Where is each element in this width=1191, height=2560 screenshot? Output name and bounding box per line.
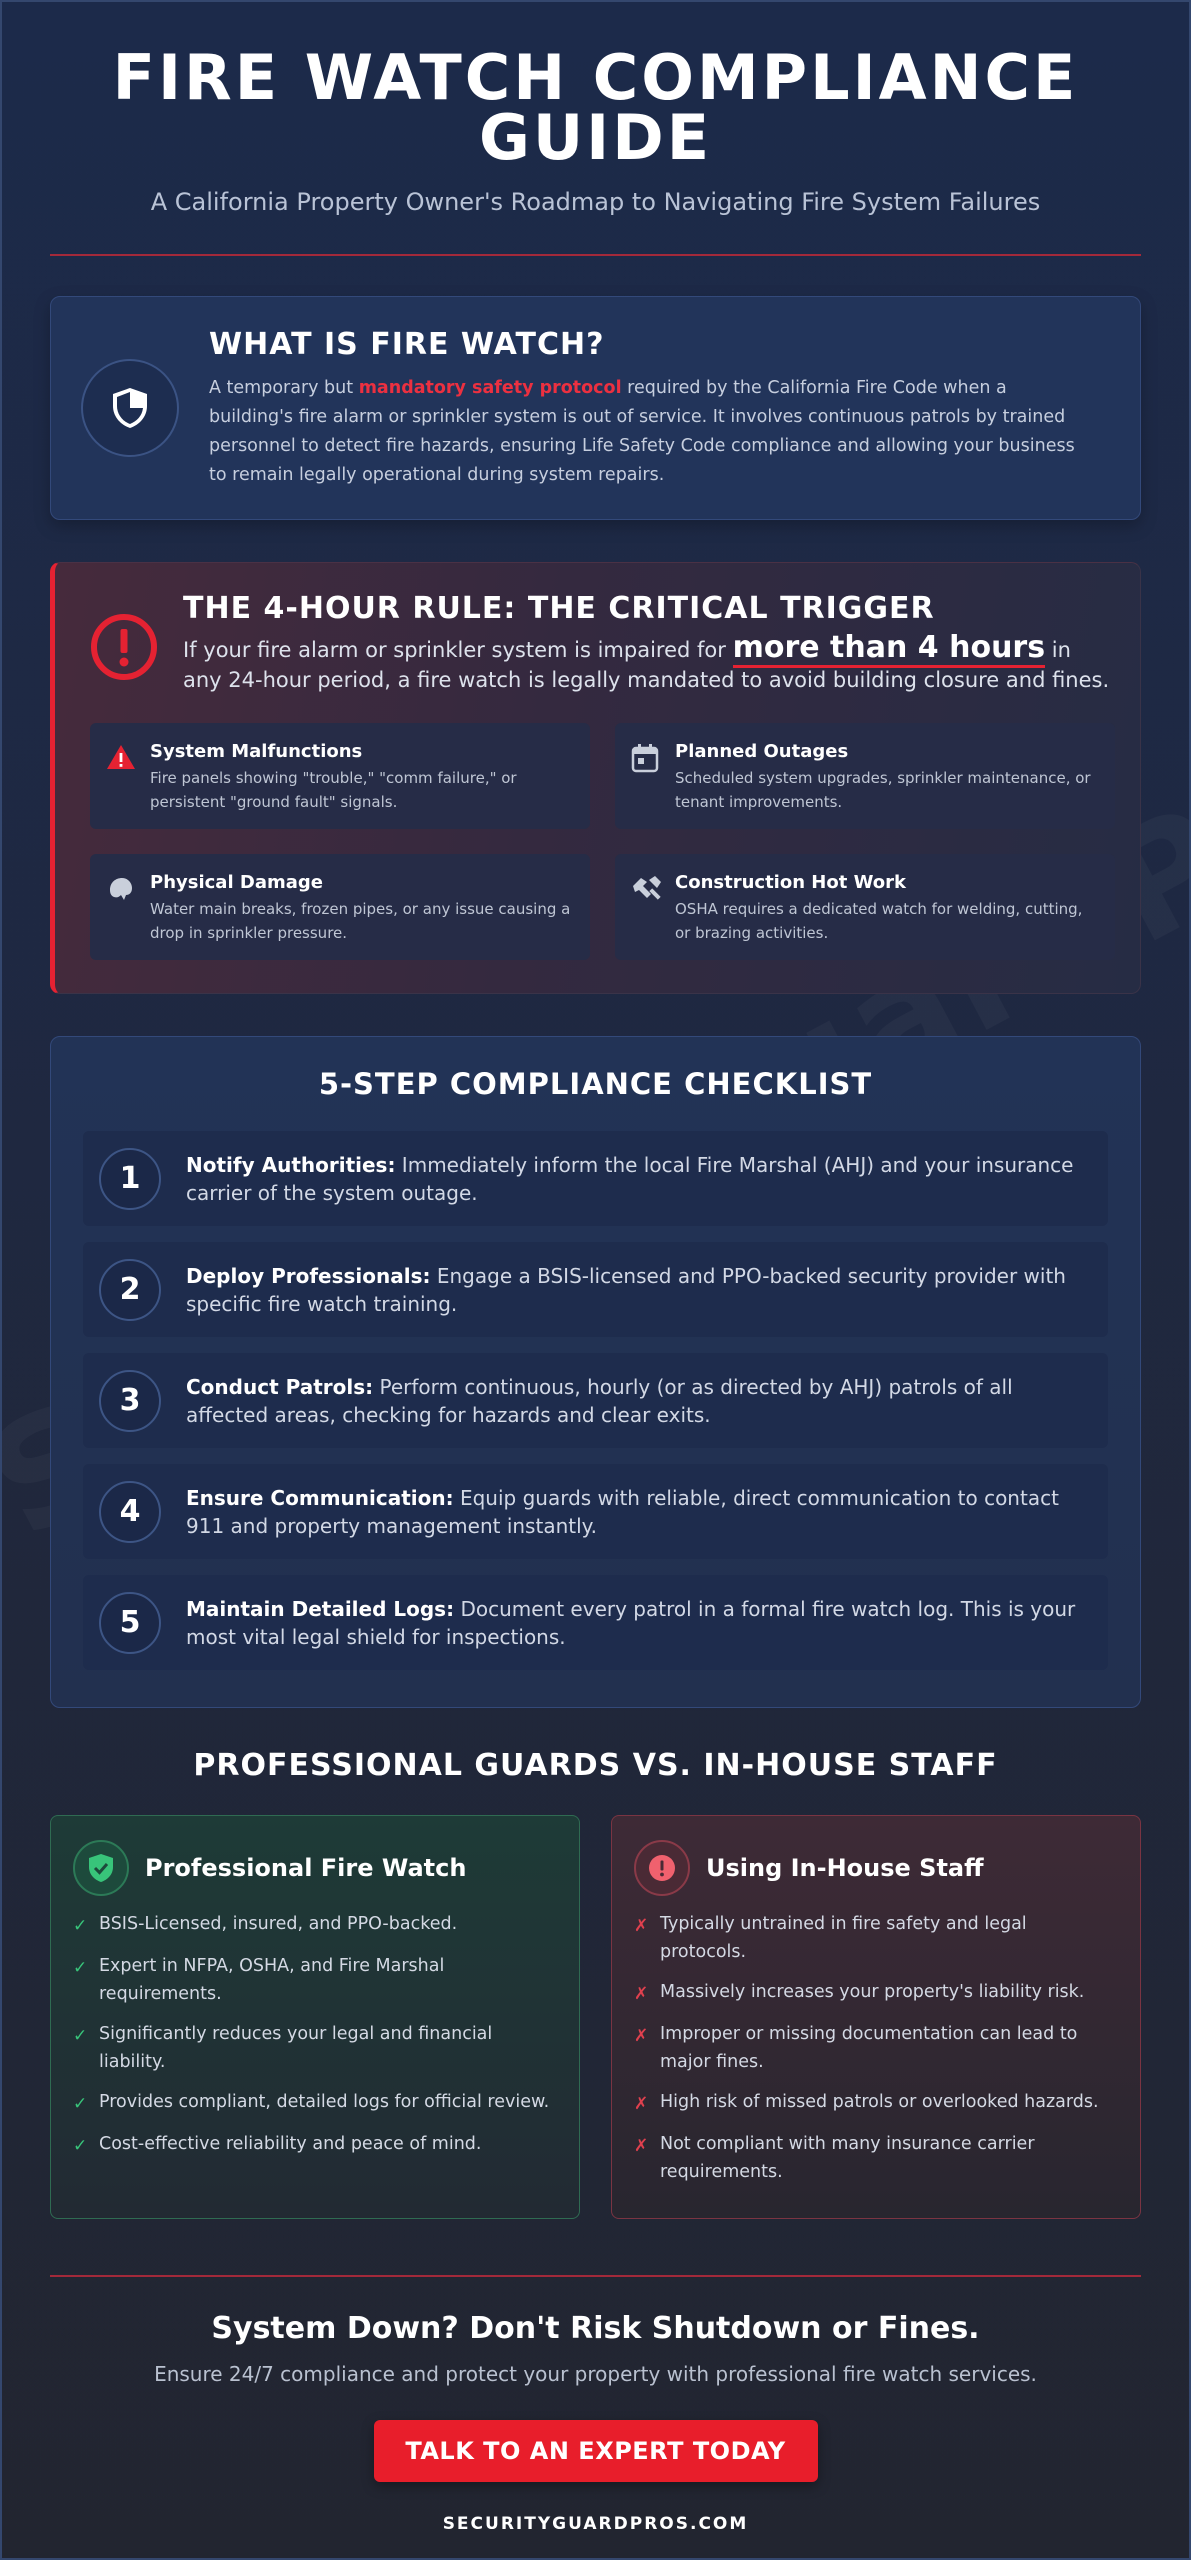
checklist-step: [83, 1464, 1108, 1559]
professional-column: [50, 1815, 580, 2219]
trigger-physical-damage: [90, 854, 590, 960]
list-item: ✗ Improper or missing documentation can lead to major fines.: [634, 2020, 1118, 2076]
cta-subtitle: Ensure 24/7 compliance and protect your property with professional fire watch services.: [154, 2362, 1037, 2386]
step-number: 2: [99, 1259, 161, 1321]
page-content: [50, 0, 1141, 2534]
check-icon: ✓: [73, 1916, 88, 1936]
professional-title: Professional Fire Watch: [145, 1854, 467, 1882]
cta-divider: [50, 2275, 1141, 2277]
step-text: Deploy Professionals: Engage a BSIS-licensed and PPO-backed security provider with specific fire watch training.: [186, 1263, 1066, 1316]
cross-icon: ✗: [634, 1984, 649, 2004]
rule-intro: If your fire alarm or sprinkler system is impaired for more than 4 hours in any 24-hour period, a fire watch is legally mandated to avoid building closure and fines.: [183, 630, 1110, 692]
alert-icon: [634, 1840, 690, 1896]
step-number: 3: [99, 1370, 161, 1432]
list-item: ✗ High risk of missed patrols or overlooked hazards.: [634, 2088, 1118, 2118]
checklist-card: [50, 1036, 1141, 1708]
step-text: Conduct Patrols: Perform continuous, hourly (or as directed by AHJ) patrols of all affected areas, checking for hazards and clear exits.: [186, 1374, 1013, 1427]
talk-to-expert-button[interactable]: TALK TO AN EXPERT TODAY: [374, 2420, 818, 2482]
trigger-grid: [90, 723, 1110, 960]
inhouse-list: [634, 1910, 1118, 2186]
inhouse-title: Using In-House Staff: [706, 1854, 984, 1882]
trigger-desc: Scheduled system upgrades, sprinkler maintenance, or tenant improvements.: [675, 769, 1091, 811]
trigger-title: Planned Outages: [675, 741, 849, 762]
four-hour-rule-card: [50, 562, 1141, 994]
shield-check-icon: [73, 1840, 129, 1896]
trigger-planned-outages: [615, 723, 1115, 829]
trigger-desc: Fire panels showing "trouble," "comm failure," or persistent "ground fault" signals.: [150, 769, 517, 811]
rule-heading: THE 4-HOUR RULE: THE CRITICAL TRIGGER: [183, 591, 935, 626]
mandatory-highlight: mandatory safety protocol: [358, 377, 622, 398]
shield-icon: [81, 359, 179, 457]
professional-list: [73, 1910, 557, 2160]
comparison-heading: PROFESSIONAL GUARDS VS. IN-HOUSE STAFF: [193, 1748, 998, 1783]
trigger-hot-work: [615, 854, 1115, 960]
step-text: Notify Authorities: Immediately inform the local Fire Marshal (AHJ) and your insurance carrier of the system outage.: [186, 1152, 1074, 1205]
site-url[interactable]: SECURITYGUARDPROS.COM: [442, 2514, 749, 2534]
list-item: ✗ Typically untrained in fire safety and legal protocols.: [634, 1910, 1118, 1966]
page-subtitle: A California Property Owner's Roadmap to Navigating Fire System Failures: [150, 188, 1041, 216]
trigger-system-malfunctions: [90, 723, 590, 829]
trigger-title: System Malfunctions: [150, 741, 363, 762]
cross-icon: ✗: [634, 2136, 649, 2156]
water-drop-icon: [106, 874, 138, 942]
step-number: 5: [99, 1592, 161, 1654]
page-header: [50, 41, 1141, 256]
checklist-step: [83, 1242, 1108, 1337]
list-item: ✓ Cost-effective reliability and peace of mind.: [73, 2130, 557, 2160]
four-hours-highlight: more than 4 hours: [733, 630, 1046, 668]
step-number: 1: [99, 1148, 161, 1210]
step-text: Ensure Communication: Equip guards with reliable, direct communication to contact 911 and property management instantly.: [186, 1485, 1059, 1538]
cross-icon: ✗: [634, 2026, 649, 2046]
hammer-icon: [631, 874, 663, 942]
calendar-icon: [631, 743, 663, 811]
page-title: FIRE WATCH COMPLIANCE GUIDE: [112, 41, 1079, 174]
header-divider: [50, 254, 1141, 256]
cta-title: System Down? Don't Risk Shutdown or Fines.: [211, 2311, 980, 2346]
check-icon: ✓: [73, 2026, 88, 2046]
checklist-heading: 5-STEP COMPLIANCE CHECKLIST: [318, 1067, 873, 1101]
cta-section: [50, 2311, 1141, 2534]
step-text: Maintain Detailed Logs: Document every patrol in a formal fire watch log. This is your most vital legal shield for inspections.: [186, 1596, 1076, 1649]
trigger-title: Physical Damage: [150, 872, 323, 893]
what-is-heading: WHAT IS FIRE WATCH?: [209, 326, 605, 362]
what-is-body: A temporary but mandatory safety protocol required by the California Fire Code when a building's fire alarm or sprinkler system is out of service. It involves continuous patrols by trained personnel to detect fire hazards, ensuring Life Safety Code compliance and allowing your business to remain legally operational during system repairs.: [209, 377, 1075, 485]
cross-icon: ✗: [634, 2094, 649, 2114]
trigger-title: Construction Hot Work: [675, 872, 907, 893]
check-icon: ✓: [73, 2136, 88, 2156]
trigger-desc: OSHA requires a dedicated watch for welding, cutting, or brazing activities.: [675, 900, 1083, 942]
list-item: ✓ Significantly reduces your legal and financial liability.: [73, 2020, 557, 2076]
checklist-step: [83, 1575, 1108, 1670]
warning-triangle-icon: [106, 743, 138, 811]
list-item: ✗ Not compliant with many insurance carrier requirements.: [634, 2130, 1118, 2186]
cross-icon: ✗: [634, 1916, 649, 1936]
checklist-step: [83, 1131, 1108, 1226]
comparison-section: [50, 1815, 1141, 2219]
trigger-desc: Water main breaks, frozen pipes, or any issue causing a drop in sprinkler pressure.: [150, 900, 571, 942]
what-is-card: [50, 296, 1141, 520]
inhouse-column: [611, 1815, 1141, 2219]
alert-circle-icon: [90, 613, 158, 685]
list-item: ✓ Provides compliant, detailed logs for official review.: [73, 2088, 557, 2118]
step-number: 4: [99, 1481, 161, 1543]
list-item: ✓ BSIS-Licensed, insured, and PPO-backed.: [73, 1910, 557, 1940]
list-item: ✓ Expert in NFPA, OSHA, and Fire Marshal requirements.: [73, 1952, 557, 2008]
checklist-step: [83, 1353, 1108, 1448]
check-icon: ✓: [73, 2094, 88, 2114]
check-icon: ✓: [73, 1958, 88, 1978]
checklist-steps: [83, 1131, 1108, 1670]
list-item: ✗ Massively increases your property's liability risk.: [634, 1978, 1118, 2008]
